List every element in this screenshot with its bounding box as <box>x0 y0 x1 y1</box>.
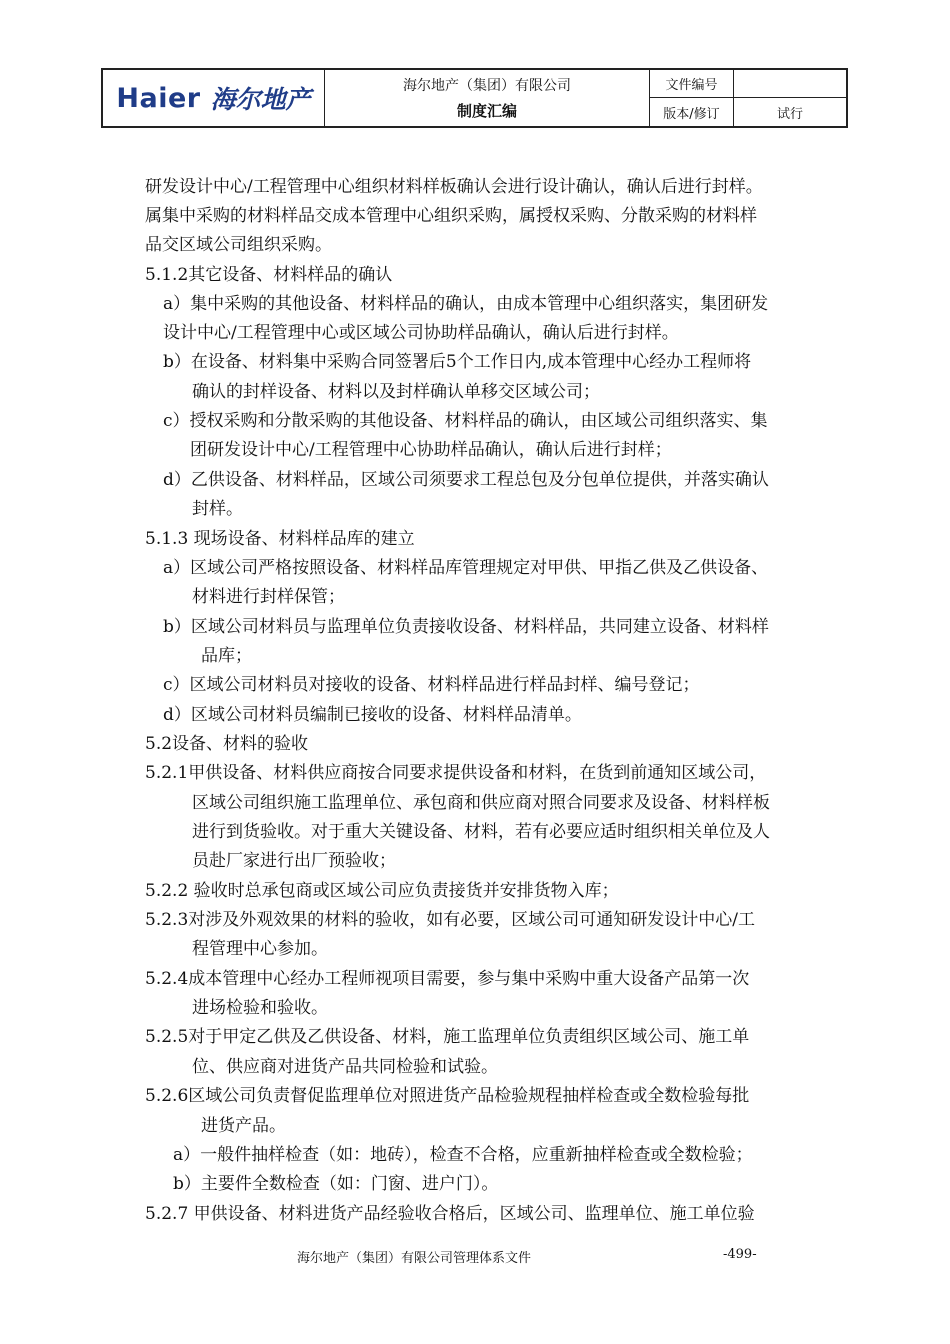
list-item: a）集中采购的其他设备、材料样品的确认，由成本管理中心组织落实，集团研发 <box>163 294 769 314</box>
page-number: -499- <box>723 1247 757 1262</box>
footer-text: 海尔地产（集团）有限公司管理体系文件 <box>297 1251 532 1266</box>
body-line-cont: 程管理中心参加。 <box>192 939 328 959</box>
body-line-cont: 位、供应商对进货产品共同检验和试验。 <box>192 1057 498 1077</box>
list-item-cont: 团研发设计中心/工程管理中心协助样品确认，确认后进行封样； <box>190 440 672 460</box>
body-line: 5.2.2 验收时总承包商或区域公司应负责接货并安排货物入库； <box>145 881 619 901</box>
list-item: b）主要件全数检查（如：门窗、进户门）。 <box>173 1174 499 1194</box>
document-title: 制度汇编 <box>456 102 517 120</box>
version-value: 试行 <box>776 106 803 122</box>
section-heading: 5.1.2其它设备、材料样品的确认 <box>145 265 393 285</box>
list-item: a）一般件抽样检查（如：地砖），检查不合格，应重新抽样检查或全数检验； <box>173 1145 753 1165</box>
list-item: d）区域公司材料员编制已接收的设备、材料样品清单。 <box>163 705 582 725</box>
section-heading: 5.1.3 现场设备、材料样品库的建立 <box>145 529 415 549</box>
body-line-cont: 员赴厂家进行出厂预验收； <box>192 851 396 871</box>
list-item: b）在设备、材料集中采购合同签署后5个工作日内,成本管理中心经办工程师将 <box>163 352 752 372</box>
version-label: 版本/修订 <box>650 98 734 126</box>
body-line-cont: 进行到货验收。对于重大关键设备、材料，若有必要应适时组织相关单位及人 <box>192 822 770 842</box>
list-item-cont: 设计中心/工程管理中心或区域公司协助样品确认，确认后进行封样。 <box>163 323 679 343</box>
body-line: 5.2.1甲供设备、材料供应商按合同要求提供设备和材料，在货到前通知区域公司， <box>145 763 767 783</box>
file-number-label: 文件编号 <box>650 70 734 98</box>
logo-text-en: Haier <box>116 82 201 114</box>
body-line-cont: 进货产品。 <box>201 1116 286 1136</box>
list-item: d）乙供设备、材料样品，区域公司须要求工程总包及分包单位提供，并落实确认 <box>163 470 769 490</box>
body-line: 研发设计中心/工程管理中心组织材料样板确认会进行设计确认，确认后进行封样。 <box>145 177 763 197</box>
company-name: 海尔地产（集团）有限公司 <box>403 78 571 94</box>
body-line: 5.2.5对于甲定乙供及乙供设备、材料，施工监理单位负责组织区域公司、施工单 <box>145 1027 750 1047</box>
list-item-cont: 封样。 <box>192 499 243 519</box>
logo-text-cn: 海尔地产 <box>210 85 311 114</box>
body-line-cont: 进场检验和验收。 <box>192 998 328 1018</box>
list-item-cont: 材料进行封样保管； <box>192 587 345 607</box>
list-item-cont: 品库； <box>201 646 252 666</box>
body-line: 品交区域公司组织采购。 <box>145 235 332 255</box>
list-item: c）区域公司材料员对接收的设备、材料样品进行样品封样、编号登记； <box>163 675 700 695</box>
body-line: 5.2.6区域公司负责督促监理单位对照进货产品检验规程抽样检查或全数检验每批 <box>145 1086 750 1106</box>
body-line: 5.2.4成本管理中心经办工程师视项目需要，参与集中采购中重大设备产品第一次 <box>145 969 750 989</box>
list-item: a）区域公司严格按照设备、材料样品库管理规定对甲供、甲指乙供及乙供设备、 <box>163 558 769 578</box>
list-item: c）授权采购和分散采购的其他设备、材料样品的确认，由区域公司组织落实、集 <box>163 411 768 431</box>
list-item: b）区域公司材料员与监理单位负责接收设备、材料样品，共同建立设备、材料样 <box>163 617 769 637</box>
body-line: 5.2.3对涉及外观效果的材料的验收，如有必要，区域公司可通知研发设计中心/工 <box>145 910 755 930</box>
section-heading: 5.2设备、材料的验收 <box>145 734 309 754</box>
body-line-cont: 区域公司组织施工监理单位、承包商和供应商对照合同要求及设备、材料样板 <box>192 793 770 813</box>
list-item-cont: 确认的封样设备、材料以及封样确认单移交区域公司； <box>192 382 600 402</box>
body-line: 属集中采购的材料样品交成本管理中心组织采购，属授权采购、分散采购的材料样 <box>145 206 757 226</box>
body-line: 5.2.7 甲供设备、材料进货产品经验收合格后，区域公司、监理单位、施工单位验 <box>145 1204 755 1224</box>
